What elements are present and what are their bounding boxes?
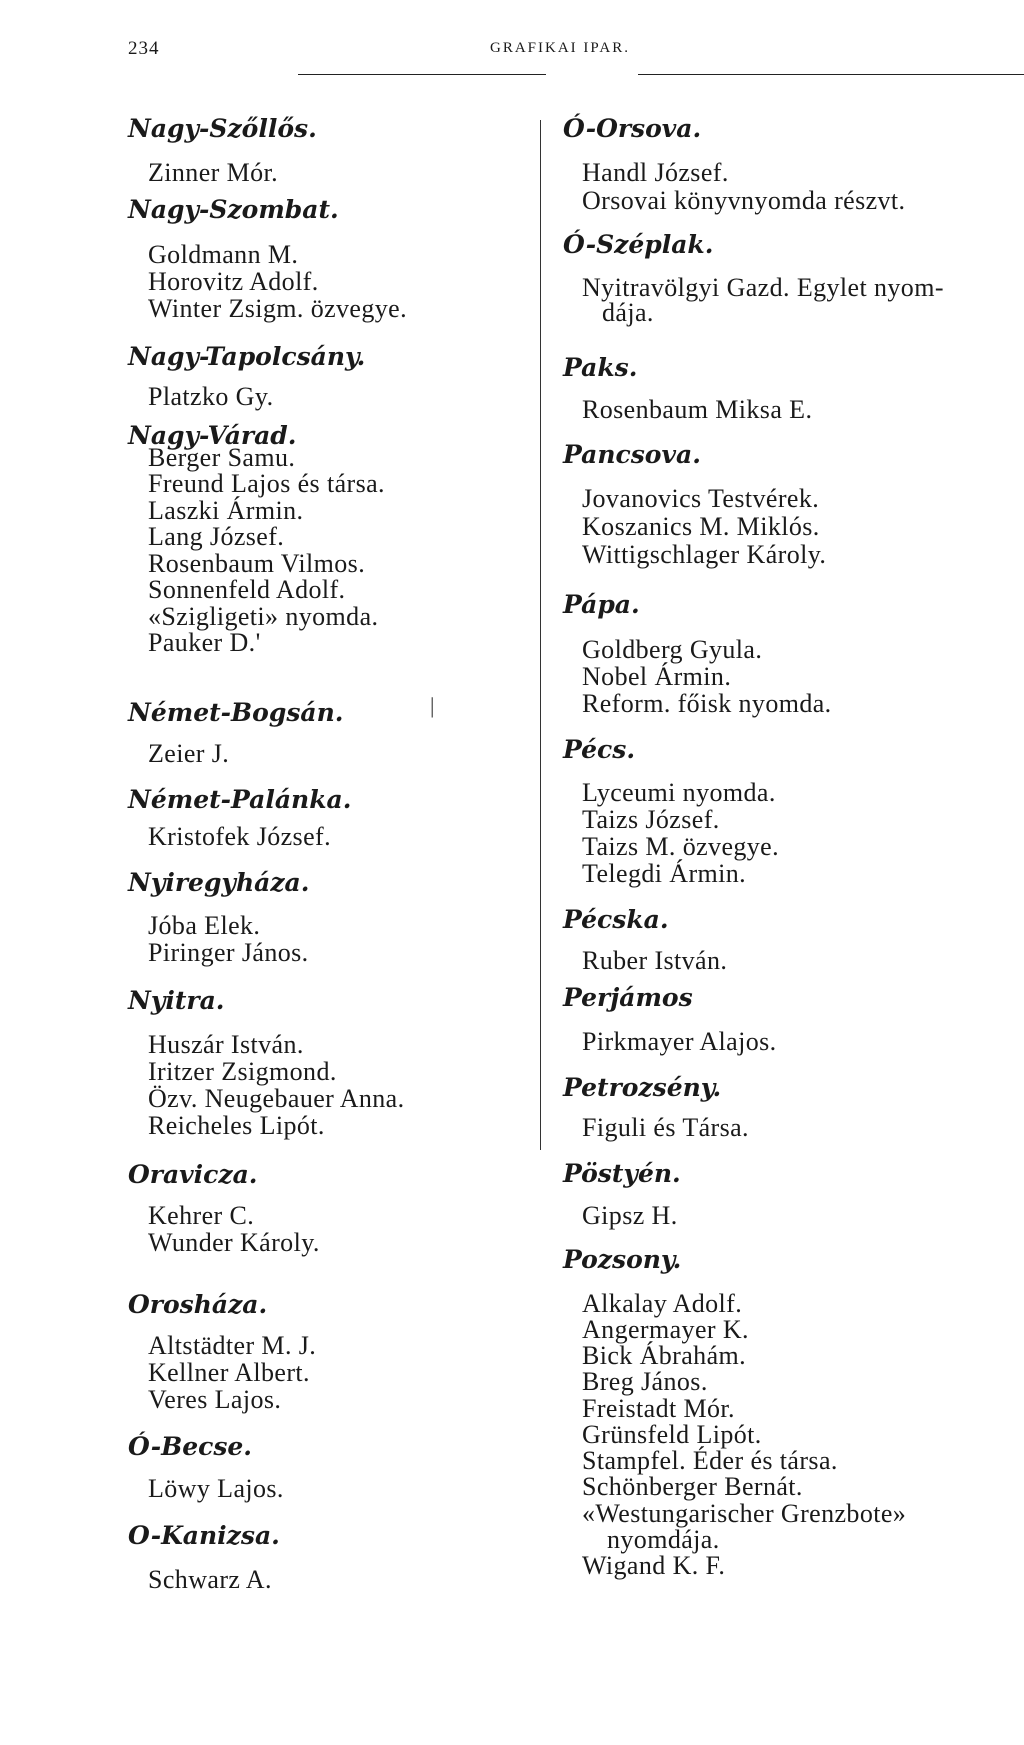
- town-heading-papa: Pápa.: [563, 590, 640, 619]
- right-column: [540, 0, 1024, 1745]
- town-heading-nemet-palanka: Német-Palánka.: [128, 785, 352, 814]
- printer-entry: Orsovai könyvnyomda részvt.: [582, 186, 906, 215]
- printer-entry: Figuli és Társa.: [582, 1113, 749, 1142]
- printer-entry: Bick Ábrahám.: [582, 1341, 747, 1370]
- town-heading-pancsova: Pancsova.: [563, 440, 701, 469]
- printer-entry: Lang József.: [148, 522, 285, 551]
- printer-entry: Sonnenfeld Adolf.: [148, 575, 346, 604]
- printer-entry: Freistadt Mór.: [582, 1394, 735, 1423]
- printer-entry: Berger Samu.: [148, 443, 296, 472]
- town-heading-pecs: Pécs.: [563, 735, 636, 764]
- town-heading-petrozseny: Petrozsény.: [563, 1073, 722, 1102]
- printer-entry: Nobel Ármin.: [582, 662, 732, 691]
- printer-entry: Reform. főisk nyomda.: [582, 689, 832, 718]
- printer-entry: nyomdája.: [607, 1525, 720, 1554]
- town-heading-paks: Paks.: [563, 353, 638, 382]
- town-heading-nagy-varad: Nagy-Várad.: [128, 421, 297, 450]
- printer-entry: Taizs József.: [582, 805, 720, 834]
- printer-entry: Piringer János.: [148, 938, 309, 967]
- printer-entry: Grünsfeld Lipót.: [582, 1420, 762, 1449]
- printer-entry: Laszki Ármin.: [148, 496, 304, 525]
- printer-entry: Wigand K. F.: [582, 1551, 726, 1580]
- printer-entry: «Westungarischer Grenzbote»: [582, 1499, 907, 1528]
- printer-entry: Koszanics M. Miklós.: [582, 512, 820, 541]
- printer-entry: Lyceumi nyomda.: [582, 778, 776, 807]
- printer-entry: Freund Lajos és társa.: [148, 469, 385, 498]
- printer-entry: Veres Lajos.: [148, 1385, 282, 1414]
- printer-entry: Kellner Albert.: [148, 1358, 310, 1387]
- printer-entry: Kristofek József.: [148, 822, 331, 851]
- printer-entry: Reicheles Lipót.: [148, 1111, 325, 1140]
- town-heading-o-kanizsa: O-Kanizsa.: [128, 1521, 280, 1550]
- printer-entry: Schwarz A.: [148, 1565, 272, 1594]
- town-heading-pozsony: Pozsony.: [563, 1245, 682, 1274]
- printer-entry: Breg János.: [582, 1367, 708, 1396]
- town-heading-nagy-szombat: Nagy-Szombat.: [128, 195, 339, 224]
- town-heading-pecska: Pécska.: [563, 905, 669, 934]
- town-heading-oravicza: Oravicza.: [128, 1160, 258, 1189]
- printer-entry: Rosenbaum Miksa E.: [582, 395, 813, 424]
- running-title: GRAFIKAI IPAR.: [490, 40, 630, 56]
- town-heading-nemet-bogsan: Német-Bogsán.: [128, 698, 344, 727]
- town-heading-perjamos: Perjámos: [563, 983, 693, 1012]
- printer-entry: Kehrer C.: [148, 1201, 255, 1230]
- printer-entry: Jovanovics Testvérek.: [582, 484, 820, 513]
- town-heading-nagy-szollos: Nagy-Szőllős.: [128, 114, 317, 143]
- stray-mark: |: [430, 693, 435, 718]
- printer-entry: Alkalay Adolf.: [582, 1289, 743, 1318]
- printer-entry: Telegdi Ármin.: [582, 859, 747, 888]
- printer-entry: Winter Zsigm. özvegye.: [148, 294, 408, 323]
- printer-entry: Goldberg Gyula.: [582, 635, 763, 664]
- printer-entry: Zinner Mór.: [148, 158, 279, 187]
- printer-entry: Platzko Gy.: [148, 382, 274, 411]
- printer-entry: Özv. Neugebauer Anna.: [148, 1084, 405, 1113]
- printer-entry: Rosenbaum Vilmos.: [148, 549, 366, 578]
- printer-entry: Jóba Elek.: [148, 911, 261, 940]
- printer-entry: Gipsz H.: [582, 1201, 678, 1230]
- printer-entry: Schönberger Bernát.: [582, 1472, 803, 1501]
- printer-entry: Löwy Lajos.: [148, 1474, 284, 1503]
- printer-entry: Ruber István.: [582, 946, 728, 975]
- printer-entry: Altstädter M. J.: [148, 1331, 317, 1360]
- printer-entry: Pirkmayer Alajos.: [582, 1027, 777, 1056]
- town-heading-postyen: Pöstyén.: [563, 1159, 681, 1188]
- printer-entry: Nyitravölgyi Gazd. Egylet nyom-: [582, 273, 944, 302]
- printer-entry: Handl József.: [582, 158, 729, 187]
- printer-entry: Horovitz Adolf.: [148, 267, 319, 296]
- printer-entry: Angermayer K.: [582, 1315, 749, 1344]
- printer-entry: Iritzer Zsigmond.: [148, 1057, 337, 1086]
- town-heading-oroshaza: Orosháza.: [128, 1290, 268, 1319]
- page-number: 234: [128, 38, 160, 59]
- printer-entry: Zeier J.: [148, 739, 230, 768]
- town-heading-o-becse: Ó-Becse.: [128, 1432, 253, 1461]
- printer-entry: «Szigligeti» nyomda.: [148, 602, 379, 631]
- printer-entry: Huszár István.: [148, 1030, 304, 1059]
- town-heading-o-szeplak: Ó-Széplak.: [563, 230, 714, 259]
- printer-entry: dája.: [602, 298, 654, 327]
- printer-entry: Pauker D.': [148, 628, 261, 657]
- printer-entry: Stampfel. Éder és társa.: [582, 1446, 838, 1475]
- town-heading-nagy-tapolcsany: Nagy-Tapolcsány.: [128, 342, 366, 371]
- town-heading-nyiregyhaza: Nyiregyháza.: [128, 868, 310, 897]
- town-heading-o-orsova: Ó-Orsova.: [563, 114, 702, 143]
- printer-entry: Wunder Károly.: [148, 1228, 320, 1257]
- printer-entry: Goldmann M.: [148, 240, 299, 269]
- printer-entry: Wittigschlager Károly.: [582, 540, 827, 569]
- town-heading-nyitra: Nyitra.: [128, 986, 225, 1015]
- printer-entry: Taizs M. özvegye.: [582, 832, 780, 861]
